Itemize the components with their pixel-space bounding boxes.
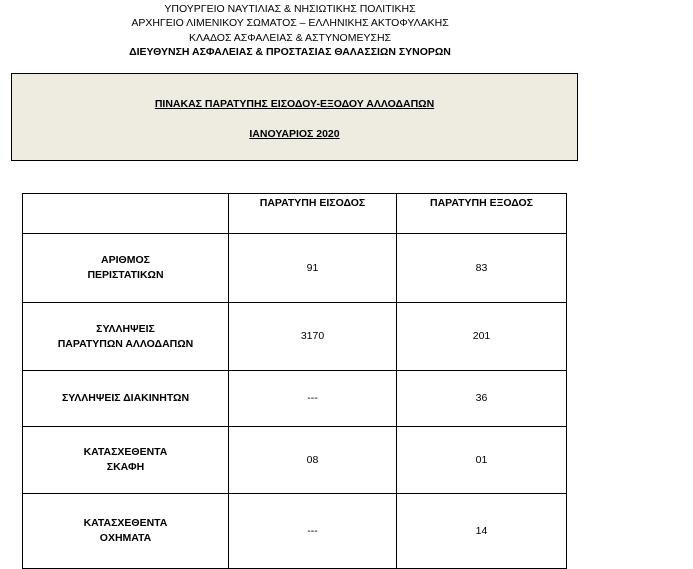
exit-value: 01 — [397, 427, 567, 494]
reporting-period: ΙΑΝΟΥΑΡΙΟΣ 2020 — [249, 128, 340, 140]
row-label: ΣΥΛΛΗΨΕΙΣ ΔΙΑΚΙΝΗΤΩΝ — [23, 371, 229, 427]
entry-value: 3170 — [229, 303, 397, 371]
header-cell-entry: ΠΑΡΑΤΥΠΗ ΕΙΣΟΔΟΣ — [229, 194, 397, 234]
table-row — [23, 427, 567, 494]
row-label: ΣΥΛΛΗΨΕΙΣ ΠΑΡΑΤΥΠΩΝ ΑΛΛΟΔΑΠΩΝ — [23, 303, 229, 371]
statistics-table — [22, 193, 567, 569]
entry-value: --- — [229, 371, 397, 427]
row-label: ΑΡΙΘΜΟΣ ΠΕΡΙΣΤΑΤΙΚΩΝ — [23, 234, 229, 303]
table-title: ΠΙΝΑΚΑΣ ΠΑΡΑΤΥΠΗΣ ΕΙΣΟΔΟΥ-ΕΞΟΔΟΥ ΑΛΛΟΔΑΠΩΝ — [154, 98, 435, 110]
exit-value: 201 — [397, 303, 567, 371]
row-label: ΚΑΤΑΣΧΕΘΕΝΤΑ ΟΧΗΜΑΤΑ — [23, 494, 229, 569]
entry-value: --- — [229, 494, 397, 569]
table-row — [23, 303, 567, 371]
table-header-row — [23, 194, 567, 234]
entry-value: 08 — [229, 427, 397, 494]
table-row — [23, 494, 567, 569]
title-box — [11, 73, 578, 161]
coast-guard-hq: ΑΡΧΗΓΕΙΟ ΛΙΜΕΝΙΚΟΥ ΣΩΜΑΤΟΣ – ΕΛΛΗΝΙΚΗΣ ΑΚΤΟΦΥΛΑΚΗΣ — [131, 17, 449, 29]
header-cell-empty — [23, 194, 229, 234]
entry-value: 91 — [229, 234, 397, 303]
directorate-name: ΔΙΕΥΘΥΝΣΗ ΑΣΦΑΛΕΙΑΣ & ΠΡΟΣΤΑΣΙΑΣ ΘΑΛΑΣΣΙΩΝ ΣΥΝΟΡΩΝ — [129, 46, 451, 58]
row-label: ΚΑΤΑΣΧΕΘΕΝΤΑ ΣΚΑΦΗ — [23, 427, 229, 494]
table-row — [23, 234, 567, 303]
branch-name: ΚΛΑΔΟΣ ΑΣΦΑΛΕΙΑΣ & ΑΣΤΥΝΟΜΕΥΣΗΣ — [188, 32, 392, 44]
exit-value: 83 — [397, 234, 567, 303]
ministry-name: ΥΠΟΥΡΓΕΙΟ ΝΑΥΤΙΛΙΑΣ & ΝΗΣΙΩΤΙΚΗΣ ΠΟΛΙΤΙΚΗΣ — [164, 3, 416, 15]
header-cell-exit: ΠΑΡΑΤΥΠΗ ΕΞΟΔΟΣ — [397, 194, 567, 234]
exit-value: 36 — [397, 371, 567, 427]
exit-value: 14 — [397, 494, 567, 569]
table-row — [23, 371, 567, 427]
